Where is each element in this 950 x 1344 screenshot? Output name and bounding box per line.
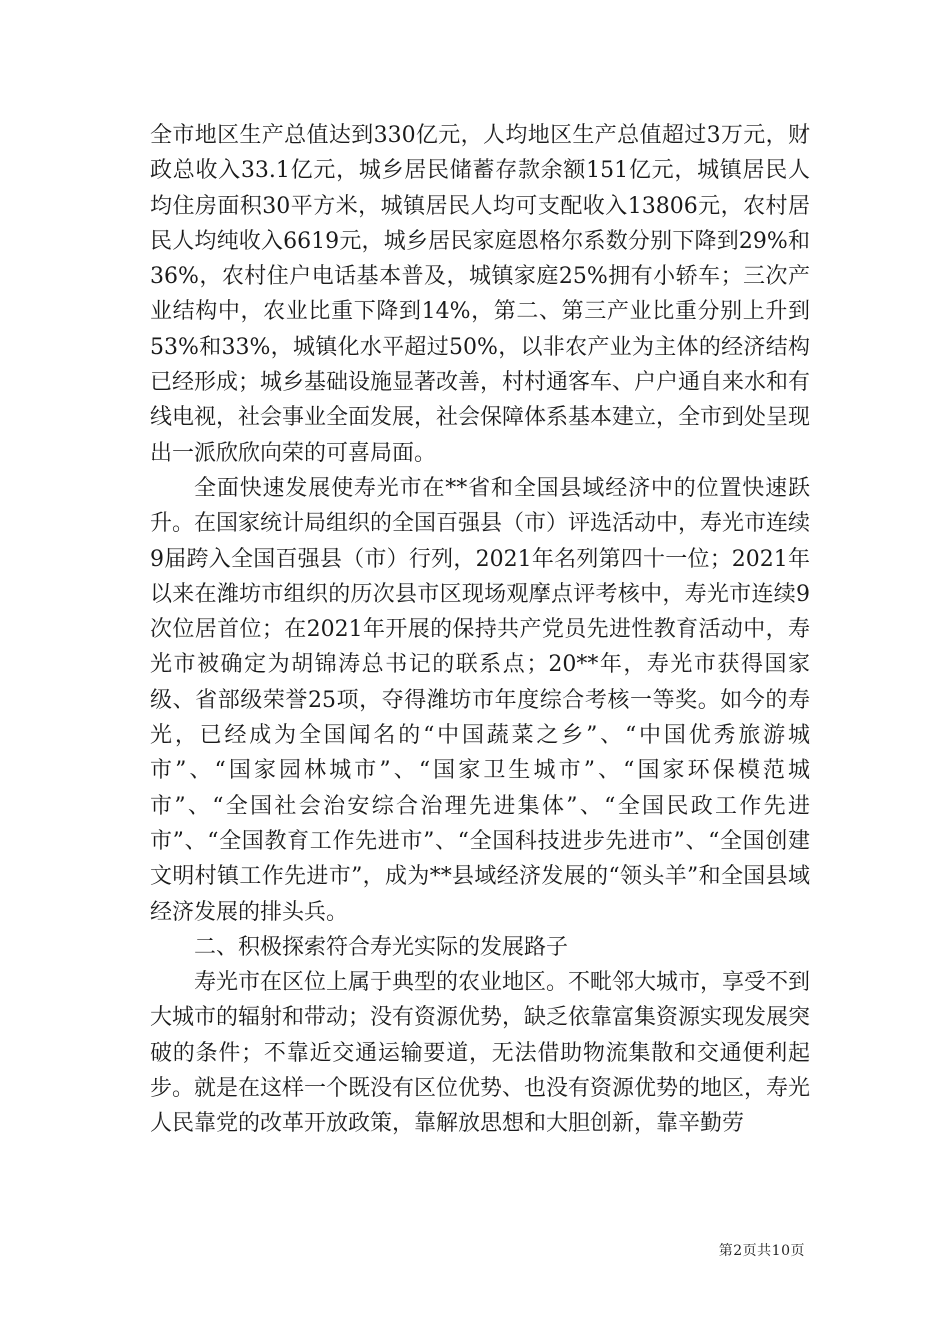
page-number: 第2页共10页	[718, 1243, 805, 1259]
section-heading: 二、积极探索符合寿光实际的发展路子	[194, 934, 569, 960]
paragraph-3: 寿光市在区位上属于典型的农业地区。不毗邻大城市，享受不到大城市的辐射和带动；没有资源优势，缺乏依靠富集资源实现发展突破的条件；不靠近交通运输要道，无法借助物流集散和交通便利起步。就是在这样一个既没有区位优势、也没有资源优势的地区，寿光人民靠党的改革开放政策，靠解放思想和大胆创新，靠辛勤劳	[150, 970, 811, 1137]
paragraph-2: 全面快速发展使寿光市在**省和全国县域经济中的位置快速跃升。在国家统计局组织的全国百强县（市）评选活动中，寿光市连续9届跨入全国百强县（市）行列，2021年名列第四十一位；2021年以来在潍坊市组织的历次县市区现场观摩点评考核中，寿光市连续9次位居首位；在2021年开展的保持共产党员先进性教育活动中，寿光市被确定为胡锦涛总书记的联系点；20**年，寿光市获得国家级、省部级荣誉25项，夺得潍坊市年度综合考核一等奖。如今的寿光，已经成为全国闻名的“中国蔬菜之乡”、“中国优秀旅游城市”、“国家园林城市”、“国家卫生城市”、“国家环保模范城市”、“全国社会治安综合治理先进集体”、“全国民政工作先进市”、“全国教育工作先进市”、“全国科技进步先进市”、“全国创建文明村镇工作先进市”，成为**县域经济发展的“领头羊”和全国县域经济发展的排头兵。	[150, 475, 811, 925]
document-body	[150, 118, 810, 1142]
paragraph-1: 全市地区生产总值达到330亿元，人均地区生产总值超过3万元，财政总收入33.1亿元，城乡居民储蓄存款余额151亿元，城镇居民人均住房面积30平方米，城镇居民人均可支配收入13806元，农村居民人均纯收入6619元，城乡居民家庭恩格尔系数分别下降到29%和36%，农村住户电话基本普及，城镇家庭25%拥有小轿车；三次产业结构中，农业比重下降到14%，第二、第三产业比重分别上升到53%和33%，城镇化水平超过50%，以非农产业为主体的经济结构已经形成；城乡基础设施显著改善，村村通客车、户户通自来水和有线电视，社会事业全面发展，社会保障体系基本建立，全市到处呈现出一派欣欣向荣的可喜局面。	[150, 123, 811, 466]
